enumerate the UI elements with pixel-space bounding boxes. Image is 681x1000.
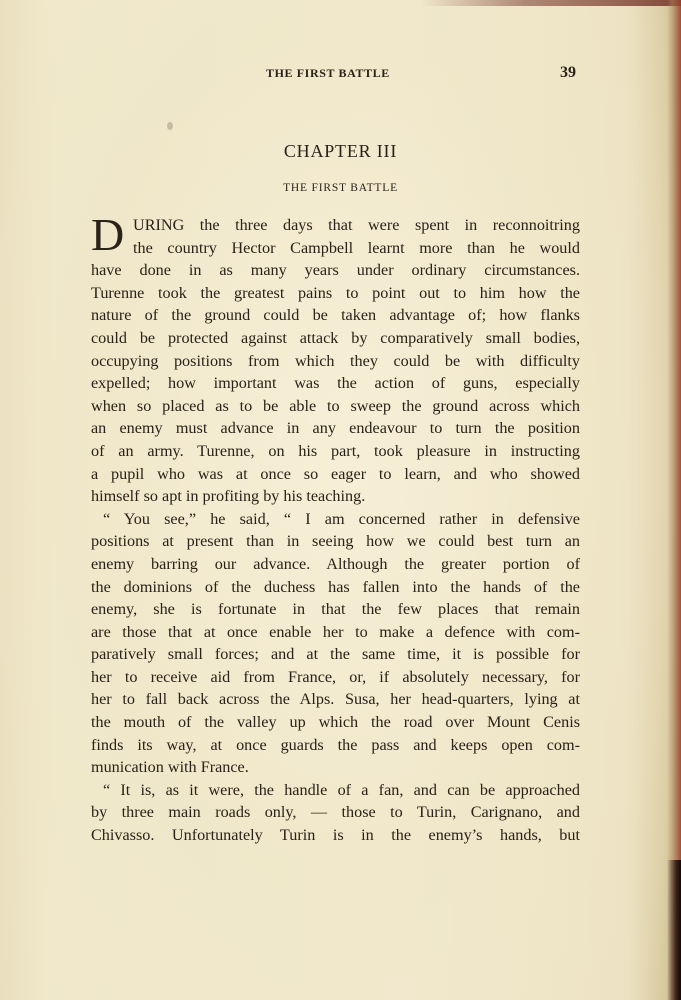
text-line: her to receive aid from France, or, if absolutely necessary, for [91,667,580,686]
book-spine-shadow [667,860,681,1000]
text-line: “ It is, as it were, the handle of a fan, and can be approached [103,780,580,799]
text-line: by three main roads only, — those to Turin, Carignano, and [91,803,580,822]
drop-cap: D [91,209,125,260]
text-line: her to fall back across the Alps. Susa, her head-quarters, lying at [91,690,580,709]
text-line: of an army. Turenne, on his part, took pleasure in instructing [91,441,580,460]
text-line: Chivasso. Unfortunately Turin is in the enemy’s hands, but [91,826,580,845]
text-line: himself so apt in profiting by his teaching. [91,487,366,506]
text-line: enemy barring our advance. Although the greater portion of [91,554,580,573]
text-line: “ You see,” he said, “ I am concerned rather in defensive [103,509,580,528]
page-number: 39 [560,64,576,81]
page-top-edge [420,0,681,6]
text-line: could be protected against attack by comparatively small bodies, [91,328,580,347]
text-line: are those that at once enable her to make a defence with com- [91,622,580,641]
text-line: enemy, she is fortunate in that the few places that remain [91,600,580,619]
text-line: the country Hector Campbell learnt more than he would [133,238,580,257]
paragraph-2 [91,508,580,779]
text-line: expelled; how important was the action of guns, especially [91,374,580,393]
text-line: Turenne took the greatest pains to point out to him how the [91,283,580,302]
text-line: nature of the ground could be taken advantage of; how flanks [91,306,580,325]
running-head-title: THE FIRST BATTLE [266,66,390,80]
chapter-subheading: THE FIRST BATTLE [283,182,398,194]
text-line: a pupil who was at once so eager to learn, and who showed [91,464,580,483]
paragraph-3 [91,779,580,847]
paper-speck [167,122,173,130]
text-line: occupying positions from which they could be with difficulty [91,351,580,370]
text-line: finds its way, at once guards the pass and keeps open com- [91,735,580,754]
text-line: the mouth of the valley up which the road over Mount Cenis [91,713,580,732]
text-line: positions at present than in seeing how we could best turn an [91,532,580,551]
paragraph-1 [91,209,580,508]
text-line: the dominions of the duchess has fallen into the hands of the [91,577,580,596]
text-line: when so placed as to be able to sweep the ground across which [91,396,580,415]
text-line: an enemy must advance in any endeavour to turn the position [91,419,580,438]
text-line: paratively small forces; and at the same time, it is possible for [91,645,580,664]
chapter-heading: CHAPTER III [283,141,398,161]
text-line: URING the three days that were spent in reconnoitring [133,216,580,234]
body-text [91,209,580,847]
running-head [0,66,681,84]
text-line: munication with France. [91,758,249,777]
text-line: have done in as many years under ordinary circumstances. [91,261,580,280]
